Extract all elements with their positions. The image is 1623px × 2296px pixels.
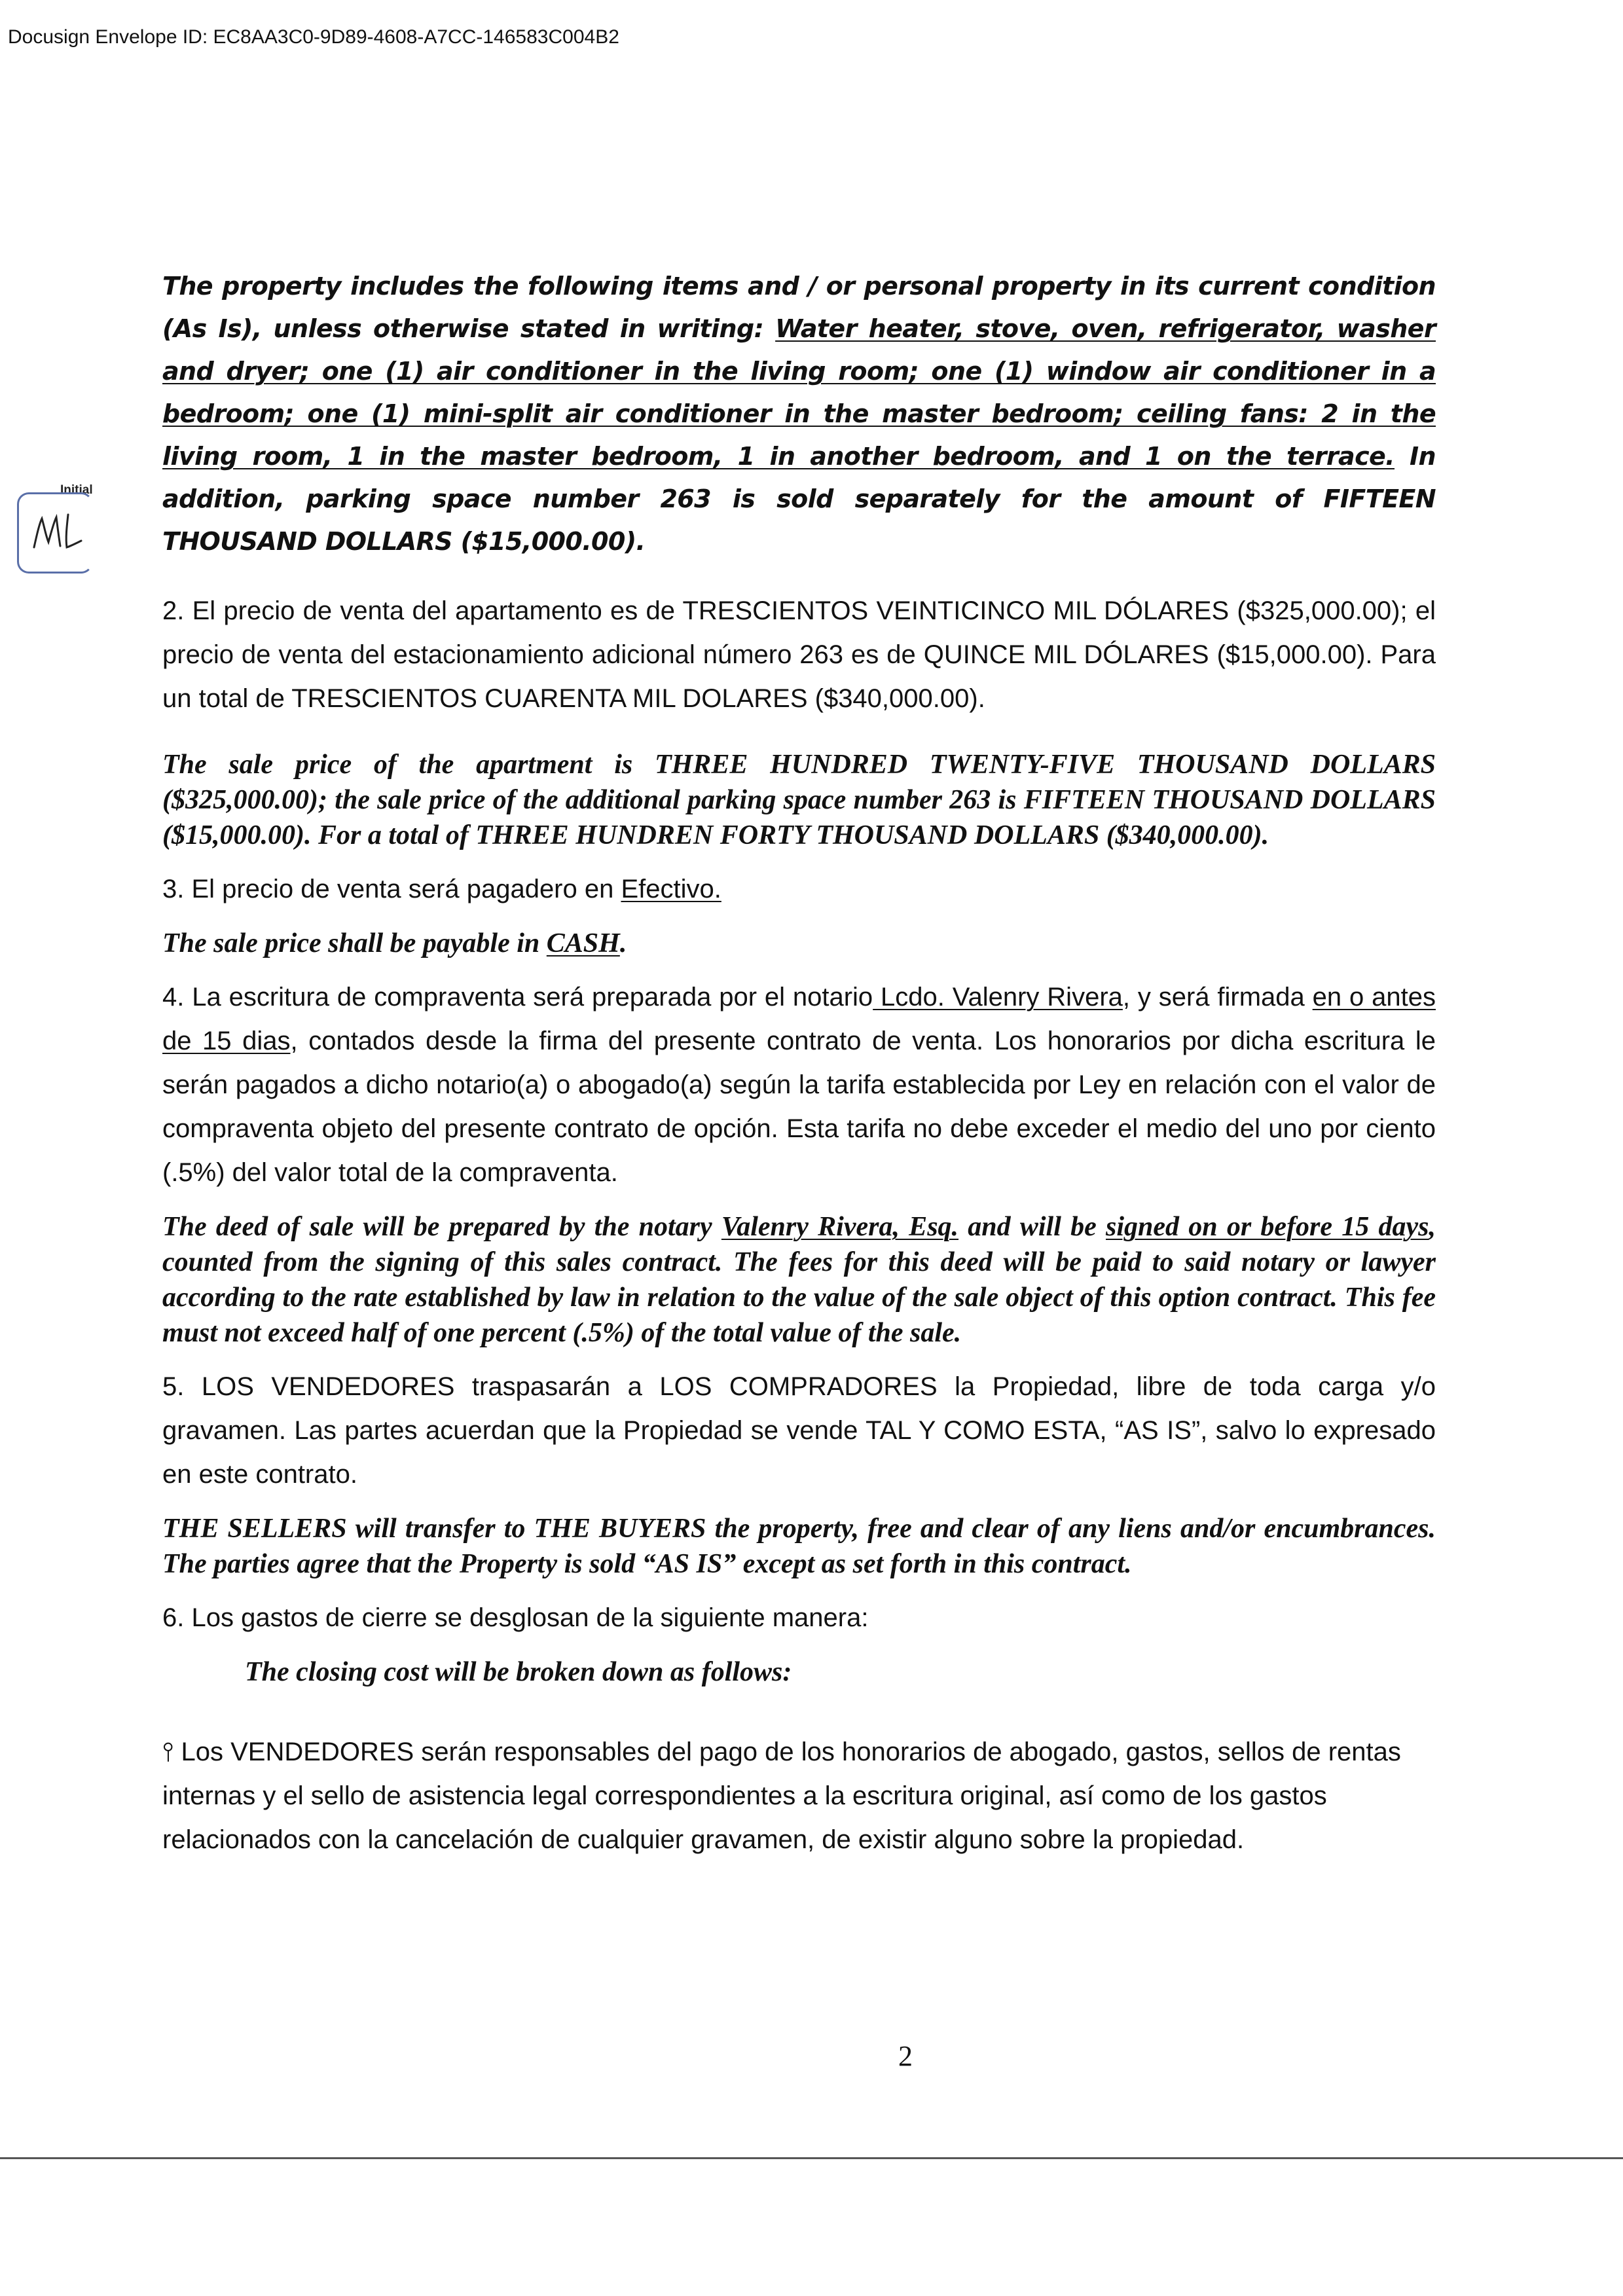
payment-method-en: CASH — [546, 928, 620, 958]
section-2-spanish: 2. El precio de venta del apartamento es de TRESCIENTOS VEINTICINCO MIL DÓLARES ($325,000.00); el precio de venta del estacionamiento adicional número 263 es de QUINCE MIL DÓLARES ($15,000.00). Para un total de TRESCIENTOS CUARENTA MIL DOLARES ($340,000.00). — [162, 596, 1436, 713]
section-6-spanish: 6. Los gastos de cierre se desglosan de la siguiente manera: — [162, 1603, 869, 1632]
included-items-tail: In addition, parking space number 263 is sold separately for the amount of FIFTEEN THOUSAND DOLLARS ($15,000.00). — [162, 442, 1436, 556]
initial-label: Initial — [60, 483, 93, 497]
section-4-es-c: , contados desde la firma del presente contrato de venta. Los honorarios por dicha escritura le serán pagados a dicho notario(a) o abogado(a) según la tarifa establecida por Ley en relación con el valor de compraventa objeto del presente contrato de opción. Esta tarifa no debe exceder el medio del uno por ciento (.5%) del valor total de la compraventa. — [162, 1027, 1436, 1187]
section-3-english-lead: The sale price shall be payable in — [162, 928, 547, 958]
section-6-english: The closing cost will be broken down as follows: — [245, 1657, 792, 1687]
section-5-spanish: 5. LOS VENDEDORES traspasarán a LOS COMPRADORES la Propiedad, libre de toda carga y/o gravamen. Las partes acuerdan que la Propiedad se vende TAL Y COMO ESTA, “AS IS”, salvo lo expresado en este contrato. — [162, 1372, 1436, 1489]
notary-name-es: Lcdo. Valenry Rivera — [873, 983, 1123, 1011]
page-number: 2 — [898, 2040, 913, 2072]
signing-deadline-es: en o antes de 15 dias — [162, 983, 1436, 1055]
section-4-english — [162, 1209, 1436, 1351]
closing-cost-bullet-text: Los VENDEDORES serán responsables del pago de los honorarios de abogado, gastos, sellos de rentas internas y el sello de asistencia legal correspondientes a la escritura original, así como de los gastos relacionados con la cancelación de cualquier gravamen, de existir alguno sobre la propiedad. — [162, 1738, 1401, 1854]
section-3-english-tail: . — [619, 928, 627, 958]
payment-method-es: Efectivo. — [621, 875, 721, 903]
initial-stamp — [17, 483, 94, 575]
signing-deadline-en: signed on or before 15 days — [1106, 1212, 1429, 1242]
document-body — [162, 265, 1436, 1862]
section-3-spanish-lead: 3. El precio de venta será pagadero en — [162, 875, 621, 903]
section-4-spanish — [162, 975, 1436, 1195]
section-4-es-a: 4. La escritura de compraventa será preparada por el notario — [162, 983, 873, 1011]
included-items-list: Water heater, stove, oven, refrigerator, washer and dryer; one (1) air conditioner in the living room; one (1) window air conditioner in a bedroom; one (1) mini-split air conditioner in the master bedroom; ceiling fans: 2 in the living room, 1 in the master bedroom, 1 in another bedroom, and 1 on the terrace. — [162, 314, 1436, 471]
notary-name-en: Valenry Rivera, Esq. — [721, 1212, 959, 1242]
section-4-en-a: The deed of sale will be prepared by the notary — [162, 1212, 721, 1242]
included-items-lead: The property includes the following items and / or personal property in its current condition (As Is), unless otherwise stated in writing: — [162, 272, 1436, 343]
initial-signature-mark — [31, 509, 84, 555]
section-4-en-c: , counted from the signing of this sales contract. The fees for this deed will be paid to said notary or lawyer according to the rate established by law in relation to the value of the sale object of this option contract. This fee must not exceed half of one percent (.5%) of the total value of the sale. — [162, 1212, 1436, 1348]
section-2-english: The sale price of the apartment is THREE HUNDRED TWENTY-FIVE THOUSAND DOLLARS ($325,000.00); the sale price of the additional parking space number 263 is FIFTEEN THOUSAND DOLLARS ($15,000.00). For a total of THREE HUNDREN FORTY THOUSAND DOLLARS ($340,000.00). — [162, 750, 1436, 850]
envelope-id: Docusign Envelope ID: EC8AA3C0-9D89-4608-A7CC-146583C004B2 — [8, 26, 619, 48]
section-4-es-b: , y será firmada — [1122, 983, 1313, 1011]
section-3-spanish — [162, 867, 1436, 911]
closing-cost-bullet — [162, 1730, 1436, 1862]
page-bottom-rule — [0, 2157, 1623, 2159]
section-3-english — [162, 926, 1436, 961]
section-4-en-b: and will be — [958, 1212, 1106, 1242]
included-items-paragraph — [162, 265, 1436, 563]
bullet-icon: ⫯ — [162, 1737, 174, 1767]
section-5-english: THE SELLERS will transfer to THE BUYERS the property, free and clear of any liens and/or encumbrances. The parties agree that the Property is sold “AS IS” except as set forth in this contract. — [162, 1514, 1436, 1579]
